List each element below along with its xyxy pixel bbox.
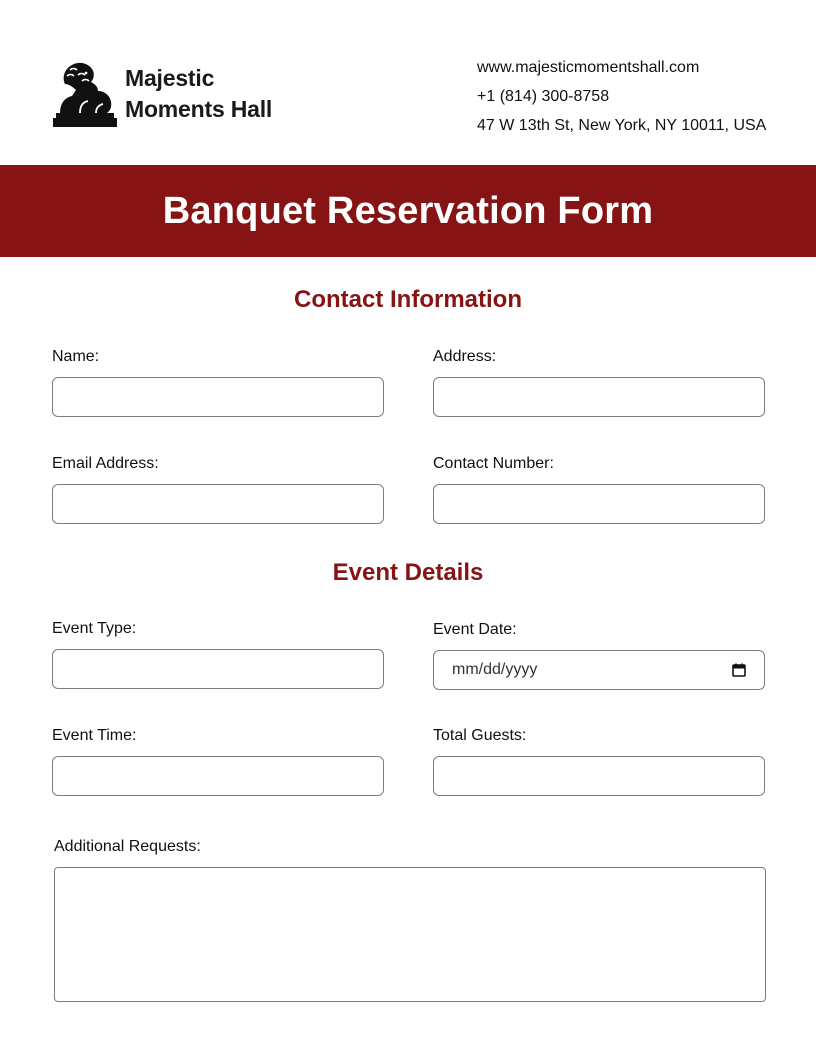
contact-details [477,53,766,140]
total-guests-label: Total Guests: [433,727,527,744]
email-label: Email Address: [52,455,159,472]
phone-text: +1 (814) 300-8758 [477,88,610,105]
logo-name-line1: Majestic [125,65,215,91]
logo [52,60,272,128]
address-label: Address: [433,348,497,365]
address-input[interactable] [433,377,765,417]
additional-requests-textarea[interactable] [54,867,766,1002]
calendar-icon[interactable] [732,663,746,677]
title-banner [0,165,816,257]
event-date-input[interactable] [433,650,765,690]
address-text: 47 W 13th St, New York, NY 10011, USA [477,117,767,134]
website-text: www.majesticmomentshall.com [477,59,700,76]
contact-section-heading: Contact Information [294,286,522,313]
name-input[interactable] [52,377,384,417]
event-time-label: Event Time: [52,727,137,744]
event-type-input[interactable] [52,649,384,689]
event-type-label: Event Type: [52,620,137,637]
form-title: Banquet Reservation Form [162,189,654,232]
event-date-label: Event Date: [433,621,517,638]
logo-text [125,63,272,125]
total-guests-input[interactable] [433,756,765,796]
contact-number-input[interactable] [433,484,765,524]
event-section-heading: Event Details [332,559,484,586]
contact-number-label: Contact Number: [433,455,554,472]
event-date-placeholder: mm/dd/yyyy [452,661,538,678]
name-label: Name: [52,348,100,365]
email-input[interactable] [52,484,384,524]
event-time-input[interactable] [52,756,384,796]
logo-name-line2: Moments Hall [125,96,273,122]
lion-statue-icon [52,60,118,128]
additional-requests-label: Additional Requests: [54,838,201,855]
